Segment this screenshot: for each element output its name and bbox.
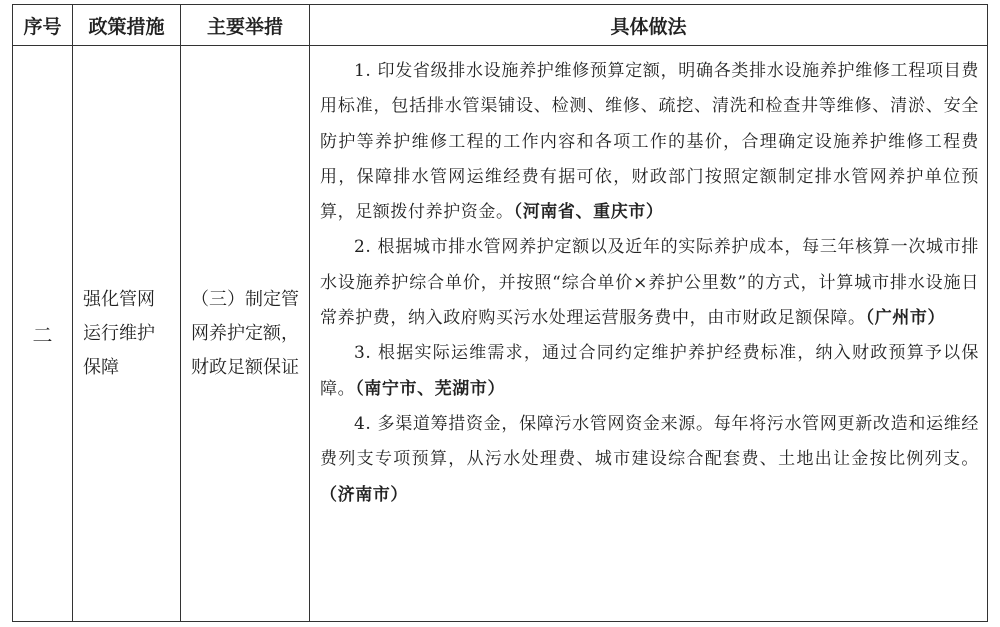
header-row [13,5,988,46]
source-label: （济南市） [320,484,408,505]
table-row [13,46,988,622]
header-measure: 主要举措 [181,5,310,46]
header-detail: 具体做法 [310,5,988,46]
header-no: 序号 [13,5,73,46]
detail-item-2: 2. 根据城市排水管网养护定额以及近年的实际养护成本，每三年核算一次城市排水设施养护综合单价，并按照“综合单价×养护公里数”的方式，计算城市排水设施日常养护费，纳入政府购买污水处理运营服务费中，由市财政足额保障。（广州市） [320,237,979,329]
policy-table [12,4,988,622]
source-label: （南宁市、芜湖市） [355,378,506,399]
detail-cell [310,46,988,622]
row-number: 二 [13,46,73,622]
policy-cell: 强化管网运行维护保障 [73,46,181,622]
detail-item-3: 3. 根据实际运维需求，通过合同约定维护养护经费标准，纳入财政预算予以保障。（南宁市、芜湖市） [320,343,979,399]
measure-cell: （三）制定管网养护定额，财政足额保证 [181,46,310,622]
source-label: （广州市） [865,308,946,329]
detail-item-1: 1. 印发省级排水设施养护维修预算定额，明确各类排水设施养护维修工程项目费用标准，包括排水管渠铺设、检测、维修、疏挖、清洗和检查井等维修、清淤、安全防护等养护维修工程的工作内容和各项工作的基价，合理确定设施养护维修工程费用，保障排水管网运维经费有据可依，财政部门按照定额制定排水管网养护单位预算，足额拨付养护资金。（河南省、重庆市） [320,61,979,223]
header-policy: 政策措施 [73,5,181,46]
detail-item-4: 4. 多渠道筹措资金，保障污水管网资金来源。每年将污水管网更新改造和运维经费列支专项预算，从污水处理费、城市建设综合配套费、土地出让金按比例列支。（济南市） [320,413,979,505]
source-label: （河南省、重庆市） [513,202,664,223]
